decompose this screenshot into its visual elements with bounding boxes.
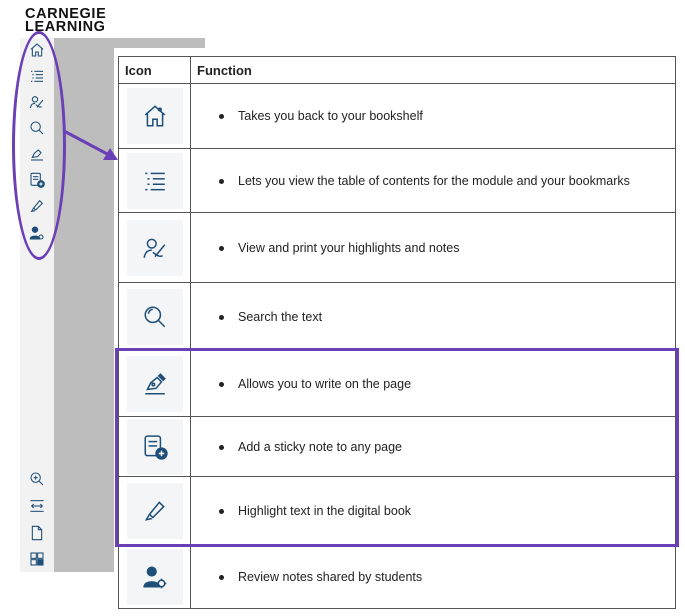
- shared-notes-icon: [127, 549, 183, 605]
- table-row: [119, 283, 676, 351]
- home-icon: [127, 88, 183, 144]
- row-function-text: Lets you view the table of contents for the module and your bookmarks: [238, 173, 630, 188]
- row-function-text: Add a sticky note to any page: [238, 439, 402, 454]
- writing-tools-highlight-box: [115, 348, 679, 547]
- grid-view-icon[interactable]: [28, 550, 46, 568]
- row-function-text: Takes you back to your bookshelf: [238, 109, 423, 123]
- contents-list-icon: [127, 153, 183, 209]
- table-row: [119, 213, 676, 283]
- logo-line-1: CARNEGIE: [25, 6, 107, 22]
- row-function-text: View and print your highlights and notes: [238, 240, 460, 255]
- fit-width-icon[interactable]: [28, 497, 46, 515]
- row-function-text: Allows you to write on the page: [238, 376, 412, 391]
- toolbar-strip: [112, 38, 205, 48]
- sidebar-highlight-oval: [12, 31, 66, 260]
- zoom-in-icon[interactable]: [28, 470, 46, 488]
- icon-column-header: Icon: [119, 57, 191, 84]
- table-header-row: [119, 57, 676, 84]
- row-function-text: Review notes shared by students: [238, 569, 423, 584]
- table-row: [119, 149, 676, 213]
- search-icon: [127, 289, 183, 345]
- table-row: [119, 545, 676, 609]
- function-column-header: Function: [191, 57, 676, 84]
- page-icon[interactable]: [28, 524, 46, 542]
- logo-line-2: LEARNING: [25, 19, 106, 35]
- row-function-text: Search the text: [238, 309, 323, 324]
- notebook-icon: [127, 220, 183, 276]
- row-function-text: Highlight text in the digital book: [238, 503, 412, 518]
- table-row: [119, 84, 676, 149]
